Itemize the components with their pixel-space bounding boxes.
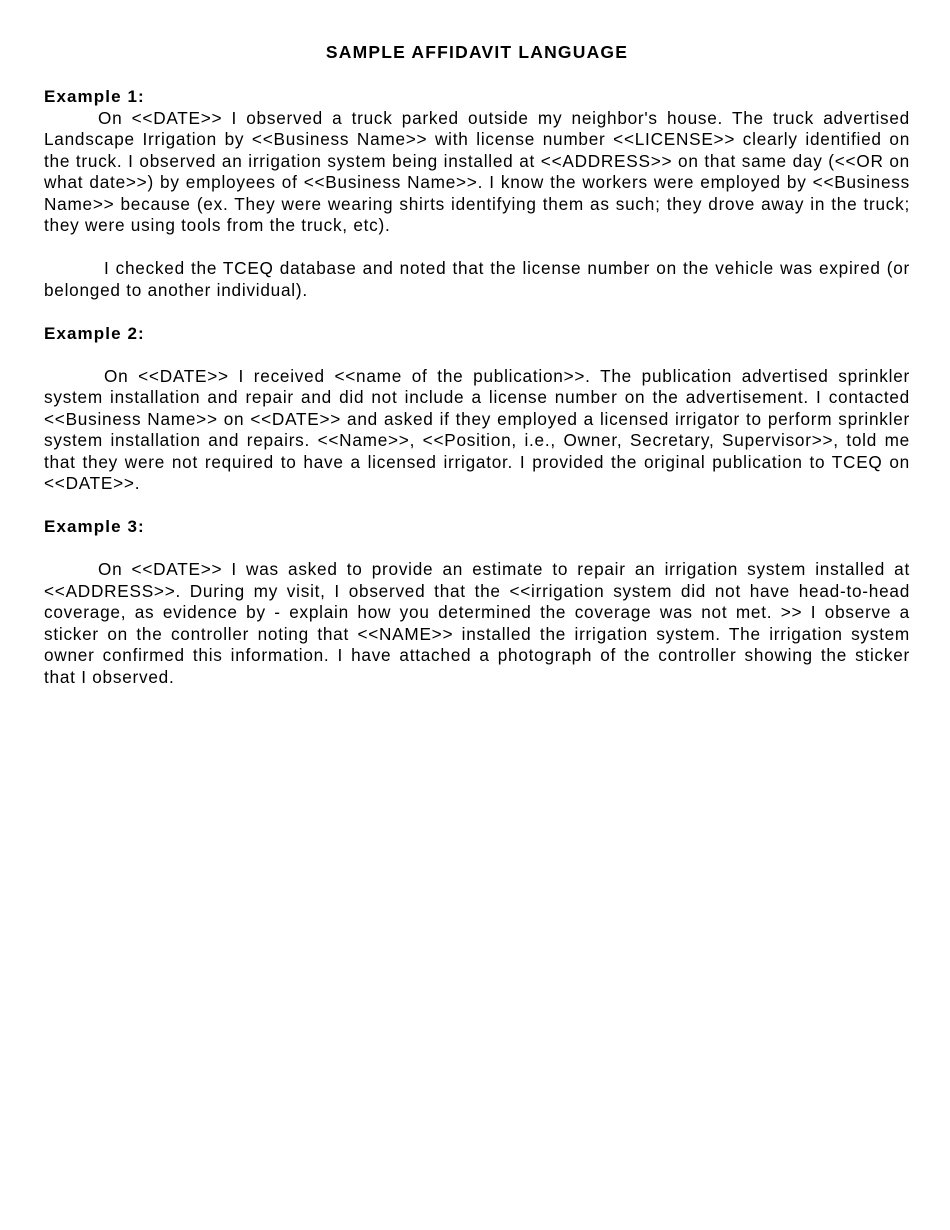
document-page bbox=[44, 40, 910, 688]
example-2-paragraph-1: On <<DATE>> I received <<name of the publication>>. The publication advertised sprinkler system installation and repair and did not include a license number on the advertisement. I contacted <<Business Name>> on <<DATE>> and asked if they employed a licensed irrigator to perform sprinkler system installation and repairs. <<Name>>, <<Position, i.e., Owner, Secretary, Supervisor>>, told me that they were not required to have a licensed irrigator. I provided the original publication to TCEQ on <<DATE>>. bbox=[44, 365, 910, 493]
example-2-heading: Example 2: bbox=[44, 323, 145, 343]
example-2-section bbox=[44, 323, 910, 495]
example-3-paragraph-1: On <<DATE>> I was asked to provide an estimate to repair an irrigation system installed at <<ADDRESS>>. During my visit, I observed that the <<irrigation system did not have head-to-head coverage, as evidence by - explain how you determined the coverage was not met. >> I observe a sticker on the controller noting that <<NAME>> installed the irrigation system. The irrigation system owner confirmed this information. I have attached a photograph of the controller showing the sticker that I observed. bbox=[44, 559, 910, 687]
example-3-heading: Example 3: bbox=[44, 517, 145, 536]
example-1-section bbox=[44, 86, 910, 301]
example-1-paragraph-1: On <<DATE>> I observed a truck parked outside my neighbor's house. The truck advertised Landscape Irrigation by <<Business Name>> with license number <<LICENSE>> clearly identified on the truck. I observed an irrigation system being installed at <<ADDRESS>> on that same day (<<OR on what date>>) by employees of <<Business Name>>. I know the workers were employed by <<Business Name>> because (ex. They were wearing shirts identifying them as such; they drove away in the truck; they were using tools from the truck, etc). bbox=[44, 107, 910, 235]
example-1-paragraph-2: I checked the TCEQ database and noted that the license number on the vehicle was expired (or belonged to another individual). bbox=[44, 258, 910, 300]
example-3-section bbox=[44, 516, 910, 688]
example-1-heading: Example 1: bbox=[44, 87, 145, 106]
document-title: SAMPLE AFFIDAVIT LANGUAGE bbox=[325, 42, 629, 62]
